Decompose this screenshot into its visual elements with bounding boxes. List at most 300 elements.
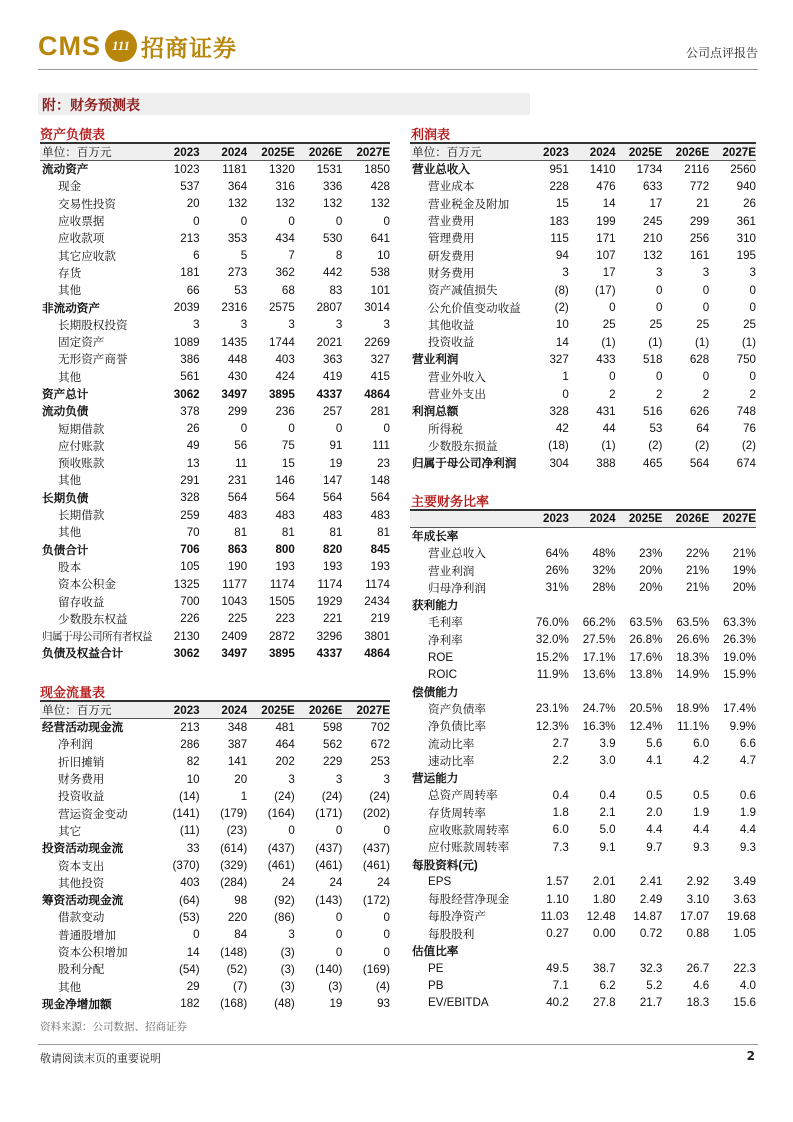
cell-value: 76.0% <box>535 615 569 629</box>
cell-value: 132 <box>275 197 295 211</box>
cell-value: 83 <box>329 283 343 297</box>
cell-value: 6.0 <box>693 737 710 750</box>
cell-value: 1174 <box>365 577 390 591</box>
row-label: 营运资金变动 <box>58 807 128 821</box>
row-label: 应收款项 <box>58 232 105 246</box>
footer-disclaimer: 敬请阅读末页的重要说明 <box>40 1052 161 1065</box>
cell-value: 530 <box>323 231 343 245</box>
cell-value: 1023 <box>173 162 200 176</box>
cell-value: 424 <box>275 370 295 384</box>
cell-value: 15.2% <box>535 650 569 664</box>
cell-value: 3.9 <box>599 737 616 750</box>
table-row <box>40 558 390 575</box>
row-label: 无形资产商誉 <box>58 353 128 367</box>
cell-value: 66 <box>186 283 200 297</box>
cell-value: 4337 <box>316 646 343 660</box>
cell-value: (24) <box>369 789 390 803</box>
cell-value: 481 <box>275 720 295 734</box>
table-row <box>40 610 390 627</box>
cell-value: 2.0 <box>646 806 663 820</box>
page-header <box>38 26 758 72</box>
cell-value: 190 <box>227 560 248 574</box>
cell-value: 220 <box>227 910 248 924</box>
cell-value: 2.1 <box>599 806 616 820</box>
cell-value: 49.5 <box>546 961 569 975</box>
cell-value: 132 <box>323 197 343 211</box>
header-divider <box>38 69 758 70</box>
row-label: 速动比率 <box>428 754 475 768</box>
cell-value: 483 <box>227 508 248 522</box>
cell-value: 4.6 <box>693 979 710 993</box>
table-row <box>410 230 756 247</box>
cell-value: 0 <box>383 824 390 838</box>
row-label: 投资收益 <box>428 336 475 350</box>
table-row <box>40 420 390 437</box>
table-row <box>410 385 756 402</box>
year-header: 2024 <box>200 143 248 161</box>
cell-value: 750 <box>736 352 756 366</box>
report-type: 公司点评报告 <box>685 46 758 60</box>
table-row <box>40 840 390 857</box>
year-header: 2026E <box>662 143 709 161</box>
cell-value: (461) <box>315 859 343 873</box>
cell-value: 19% <box>732 564 756 578</box>
cell-value: 538 <box>370 266 390 280</box>
cell-value: 3.63 <box>733 892 756 906</box>
cell-value: 213 <box>180 231 200 245</box>
cell-value: 7 <box>288 249 295 263</box>
cell-value: 94 <box>555 249 569 263</box>
cell-value: 1174 <box>269 577 295 591</box>
cell-value: 0 <box>749 301 756 315</box>
cell-value: 24 <box>377 876 390 890</box>
cell-value: 1.80 <box>593 892 616 906</box>
cell-value: 16.3% <box>582 719 616 733</box>
cell-value <box>569 769 616 786</box>
table-row <box>410 648 756 665</box>
cell-value: 273 <box>227 266 248 280</box>
row-label: 固定资产 <box>58 336 105 350</box>
cell-value: 21% <box>732 546 756 560</box>
table-row <box>40 455 390 472</box>
cell-value: 19 <box>329 456 343 470</box>
cell-value: 3 <box>749 266 756 280</box>
logo-emblem-icon: 111 <box>105 30 137 62</box>
cell-value: 700 <box>180 595 200 609</box>
cell-value: 11 <box>235 456 248 470</box>
cell-value: (48) <box>274 997 295 1011</box>
cell-value: 2269 <box>364 335 390 349</box>
table-row <box>410 769 756 786</box>
row-label: 现金净增加额 <box>42 997 112 1011</box>
row-label: 存货 <box>58 266 82 280</box>
cell-value: 14 <box>602 197 616 211</box>
cell-value: (2) <box>648 439 663 453</box>
cell-value: (171) <box>315 807 343 821</box>
row-label: 投资收益 <box>58 790 105 804</box>
cell-value: 1734 <box>636 162 663 176</box>
row-label: 财务费用 <box>58 773 105 787</box>
cell-value: 465 <box>643 456 663 470</box>
cell-value: 17.07 <box>680 909 710 923</box>
row-label: 营业外收入 <box>428 370 486 384</box>
cell-value: 256 <box>689 231 710 245</box>
cell-value: 0 <box>383 422 390 436</box>
row-label: 研发费用 <box>428 249 475 263</box>
row-label: 营运能力 <box>412 772 459 786</box>
cell-value: 4.0 <box>739 979 756 993</box>
unit-label: 单位：百万元 <box>40 143 152 161</box>
cell-value: 10 <box>377 249 390 263</box>
row-label: ROIC <box>428 667 457 681</box>
cell-value: 44 <box>602 422 616 436</box>
cell-value: (370) <box>172 859 200 873</box>
table-row <box>40 524 390 541</box>
cell-value: 21% <box>685 581 710 595</box>
row-label: 其它应收款 <box>58 249 116 263</box>
row-label: ROE <box>428 650 454 664</box>
cell-value: 12.48 <box>586 909 616 923</box>
cell-value: 27.5% <box>582 633 616 647</box>
table-header-row <box>40 143 390 161</box>
cell-value: 12.3% <box>535 719 569 733</box>
table-row <box>40 628 390 645</box>
row-label: 营业成本 <box>428 180 475 194</box>
cell-value: 0 <box>655 301 663 315</box>
cell-value: 2 <box>749 387 756 401</box>
cell-value: 26 <box>743 197 756 211</box>
cell-value: 1.05 <box>733 927 756 941</box>
cell-value: 25 <box>602 318 616 332</box>
cell-value: 2872 <box>268 629 295 643</box>
cashflow-title: 现金流量表 <box>40 686 106 701</box>
cell-value: 245 <box>643 214 663 228</box>
cell-value: 202 <box>275 755 295 769</box>
cell-value: 0.72 <box>639 927 663 941</box>
table-row <box>40 506 390 523</box>
row-label: 筹资活动现金流 <box>42 894 124 908</box>
row-label: 折旧摊销 <box>58 755 105 769</box>
cell-value: 362 <box>275 266 295 280</box>
cell-value: 1531 <box>316 162 343 176</box>
cell-value: 3296 <box>316 629 343 643</box>
balance-sheet-title: 资产负债表 <box>40 128 106 143</box>
year-header: 2025E <box>247 143 295 161</box>
cell-value: 434 <box>275 231 295 245</box>
table-row <box>410 264 756 281</box>
cell-value: 336 <box>323 179 343 193</box>
table-row <box>410 579 756 596</box>
cell-value: 23.1% <box>535 702 569 716</box>
cell-value: 564 <box>227 491 248 505</box>
cell-value: 1.9 <box>739 806 756 820</box>
table-row <box>40 178 390 195</box>
cell-value: 68 <box>281 283 295 297</box>
cell-value <box>709 683 756 700</box>
row-label: 股利分配 <box>58 963 105 977</box>
row-label: 每股股利 <box>428 927 475 941</box>
cell-value: 15 <box>555 197 569 211</box>
cell-value: (179) <box>220 807 248 821</box>
row-label: 股本 <box>58 560 82 574</box>
cell-value: 364 <box>227 179 248 193</box>
row-label: 资本公积增加 <box>58 946 128 959</box>
cell-value: (1) <box>601 335 616 349</box>
cell-value <box>522 769 569 786</box>
row-label: 投资活动现金流 <box>42 842 124 856</box>
row-label: 少数股东权益 <box>58 612 128 626</box>
table-row <box>40 719 390 736</box>
cell-value: 2.41 <box>639 875 663 889</box>
cell-value: 3 <box>383 318 390 332</box>
row-label: 经营活动现金流 <box>42 721 124 735</box>
cell-value: 171 <box>596 231 616 245</box>
cell-value: 70 <box>186 525 200 539</box>
cell-value: 2.49 <box>639 892 663 906</box>
row-label: 毛利率 <box>428 616 463 630</box>
cell-value: 0 <box>335 928 343 942</box>
cell-value: 56 <box>234 439 248 453</box>
cell-value: (3) <box>280 945 295 959</box>
cell-value: 3 <box>288 772 295 786</box>
balance-sheet-table <box>40 142 390 662</box>
cell-value: 940 <box>736 179 756 193</box>
table-row <box>410 195 756 212</box>
cell-value <box>522 683 569 700</box>
year-header: 2027E <box>709 143 756 161</box>
table-row <box>40 230 390 247</box>
cell-value: (329) <box>220 859 248 873</box>
cell-value: 286 <box>180 737 200 751</box>
cell-value: 0 <box>335 214 343 228</box>
cell-value: 3 <box>335 318 343 332</box>
cell-value: 7.1 <box>552 979 569 993</box>
cell-value: 674 <box>736 456 756 470</box>
row-label: 净利率 <box>428 633 463 647</box>
cell-value: 221 <box>323 612 343 626</box>
cell-value: 23% <box>639 546 663 560</box>
income-statement-title: 利润表 <box>411 128 451 143</box>
row-label: 利润总额 <box>412 405 459 419</box>
cell-value: 483 <box>275 508 295 522</box>
table-row <box>410 735 756 752</box>
cell-value: 24.7% <box>582 702 616 716</box>
table-row <box>410 596 756 613</box>
row-label: 管理费用 <box>428 232 475 246</box>
cell-value: 0 <box>562 387 569 401</box>
table-row <box>40 385 390 402</box>
row-label: PE <box>428 961 444 975</box>
cell-value: 387 <box>227 737 248 751</box>
cell-value: 219 <box>370 612 390 626</box>
year-header: 2027E <box>709 510 756 527</box>
cell-value: 3 <box>288 928 295 942</box>
cell-value: 316 <box>275 179 295 193</box>
table-row <box>40 403 390 420</box>
table-row <box>410 683 756 700</box>
row-label: 应收票据 <box>58 215 105 229</box>
cell-value: 9.7 <box>646 840 663 854</box>
cell-value: 3 <box>193 318 200 332</box>
cell-value: 281 <box>370 404 390 418</box>
cell-value: 476 <box>596 179 616 193</box>
cell-value: (8) <box>554 283 569 297</box>
cell-value: 483 <box>370 508 390 522</box>
cell-value: 38.7 <box>593 961 616 975</box>
cell-value: 3 <box>335 772 343 786</box>
cell-value: 3 <box>240 318 248 332</box>
cell-value: 26.8% <box>629 633 663 647</box>
cell-value: (23) <box>226 824 248 838</box>
cell-value: 21% <box>685 564 710 578</box>
cell-value: 2.92 <box>686 875 710 889</box>
table-row <box>40 264 390 281</box>
table-row <box>410 282 756 299</box>
cell-value: 0 <box>383 945 390 959</box>
cell-value: 951 <box>549 162 569 176</box>
table-row <box>40 995 390 1012</box>
cell-value: 105 <box>180 560 200 574</box>
cell-value: 26 <box>186 422 200 436</box>
cell-value: 3497 <box>221 646 248 660</box>
cell-value <box>709 769 756 786</box>
cell-value: 3895 <box>268 387 295 401</box>
row-label: 资产负债率 <box>428 702 486 716</box>
cell-value: 0.5 <box>693 788 710 802</box>
cell-value: 0 <box>335 945 343 959</box>
row-label: 归属于母公司所有者权益 <box>42 630 152 643</box>
cell-value: (14) <box>178 789 200 803</box>
cell-value <box>662 856 709 873</box>
cell-value: 0 <box>193 214 200 228</box>
cell-value: 0 <box>383 928 390 942</box>
cell-value: 304 <box>549 456 569 470</box>
table-row <box>40 822 390 839</box>
appendix-title: 附：财务预测表 <box>38 93 530 115</box>
cell-value <box>569 942 616 959</box>
cell-value: 430 <box>227 370 248 384</box>
cell-value: 11.03 <box>540 909 569 923</box>
footer-divider <box>38 1044 758 1045</box>
table-row <box>40 978 390 995</box>
cell-value: 81 <box>329 525 343 539</box>
cell-value: 2 <box>609 387 616 401</box>
row-label: 每股经营净现金 <box>428 893 510 907</box>
cell-value: 82 <box>186 755 200 769</box>
cell-value: (17) <box>594 283 616 297</box>
table-row <box>410 666 756 683</box>
cell-value: 225 <box>227 612 248 626</box>
row-label: 其他 <box>58 980 82 994</box>
cell-value: 4.4 <box>739 823 756 837</box>
cell-value: 672 <box>370 737 390 751</box>
table-row <box>40 645 390 662</box>
cell-value: 598 <box>323 720 343 734</box>
cell-value: 63.5% <box>676 615 710 629</box>
year-header: 2025E <box>247 701 295 719</box>
cell-value: 0 <box>383 910 390 924</box>
cell-value: 8 <box>335 249 343 263</box>
row-label: 交易性投资 <box>58 197 116 211</box>
cell-value <box>616 527 663 544</box>
cell-value: 193 <box>323 560 343 574</box>
cell-value: 29 <box>186 980 200 994</box>
cell-value: 210 <box>643 231 663 245</box>
cell-value <box>709 942 756 959</box>
table-row <box>40 368 390 385</box>
year-header: 2026E <box>662 510 709 527</box>
row-label: 资本支出 <box>58 859 105 873</box>
cell-value: (52) <box>226 962 248 976</box>
cell-value: 1 <box>562 370 569 384</box>
cell-value: 6.0 <box>552 823 569 837</box>
cell-value: 0 <box>383 214 390 228</box>
cell-value: 299 <box>689 214 710 228</box>
cell-value: 19.0% <box>723 650 756 664</box>
cell-value: 3801 <box>364 629 390 643</box>
cell-value: 4.4 <box>693 823 710 837</box>
table-row <box>410 994 756 1011</box>
cell-value: 442 <box>323 266 343 280</box>
cell-value: 25 <box>743 318 756 332</box>
cell-value: 363 <box>323 352 343 366</box>
cell-value: (92) <box>274 893 295 907</box>
row-label: 获利能力 <box>412 599 459 613</box>
cell-value: 229 <box>323 755 343 769</box>
table-row <box>410 718 756 735</box>
cell-value: 64 <box>696 422 710 436</box>
cell-value: 32.3 <box>639 961 663 975</box>
cell-value: 18.3 <box>686 996 710 1010</box>
table-row <box>40 576 390 593</box>
year-header: 2025E <box>616 510 663 527</box>
cell-value: 40.2 <box>546 996 569 1010</box>
table-row <box>40 212 390 229</box>
table-row <box>40 282 390 299</box>
cell-value: 182 <box>180 997 200 1011</box>
row-label: 其他投资 <box>58 876 105 890</box>
table-row <box>410 631 756 648</box>
cell-value: 107 <box>596 249 616 263</box>
cell-value: 32.0% <box>535 633 569 647</box>
cell-value: 228 <box>549 179 569 193</box>
cell-value: 564 <box>275 491 295 505</box>
cell-value: 328 <box>549 404 569 418</box>
cell-value: 5 <box>240 249 248 263</box>
row-label: 营业利润 <box>412 353 459 367</box>
cell-value: 15.6 <box>733 996 756 1010</box>
cell-value: (53) <box>178 910 200 924</box>
table-row <box>40 736 390 753</box>
unit-label: 单位：百万元 <box>40 701 152 719</box>
cell-value <box>522 942 569 959</box>
cell-value: 0 <box>240 214 248 228</box>
cell-value: 641 <box>370 231 390 245</box>
cell-value: 63.5% <box>629 615 663 629</box>
cell-value: 0.4 <box>599 788 616 802</box>
cell-value: (2) <box>741 439 756 453</box>
cell-value: 6 <box>193 249 200 263</box>
row-label: 营业总收入 <box>428 547 486 561</box>
cell-value: 23 <box>377 456 390 470</box>
cell-value: 0.5 <box>646 788 663 802</box>
table-row <box>410 420 756 437</box>
cell-value: 561 <box>180 370 200 384</box>
cell-value: 26% <box>545 564 569 578</box>
row-label: 现金 <box>58 180 82 194</box>
cell-value: 148 <box>370 473 390 487</box>
cell-value: 464 <box>275 737 295 751</box>
